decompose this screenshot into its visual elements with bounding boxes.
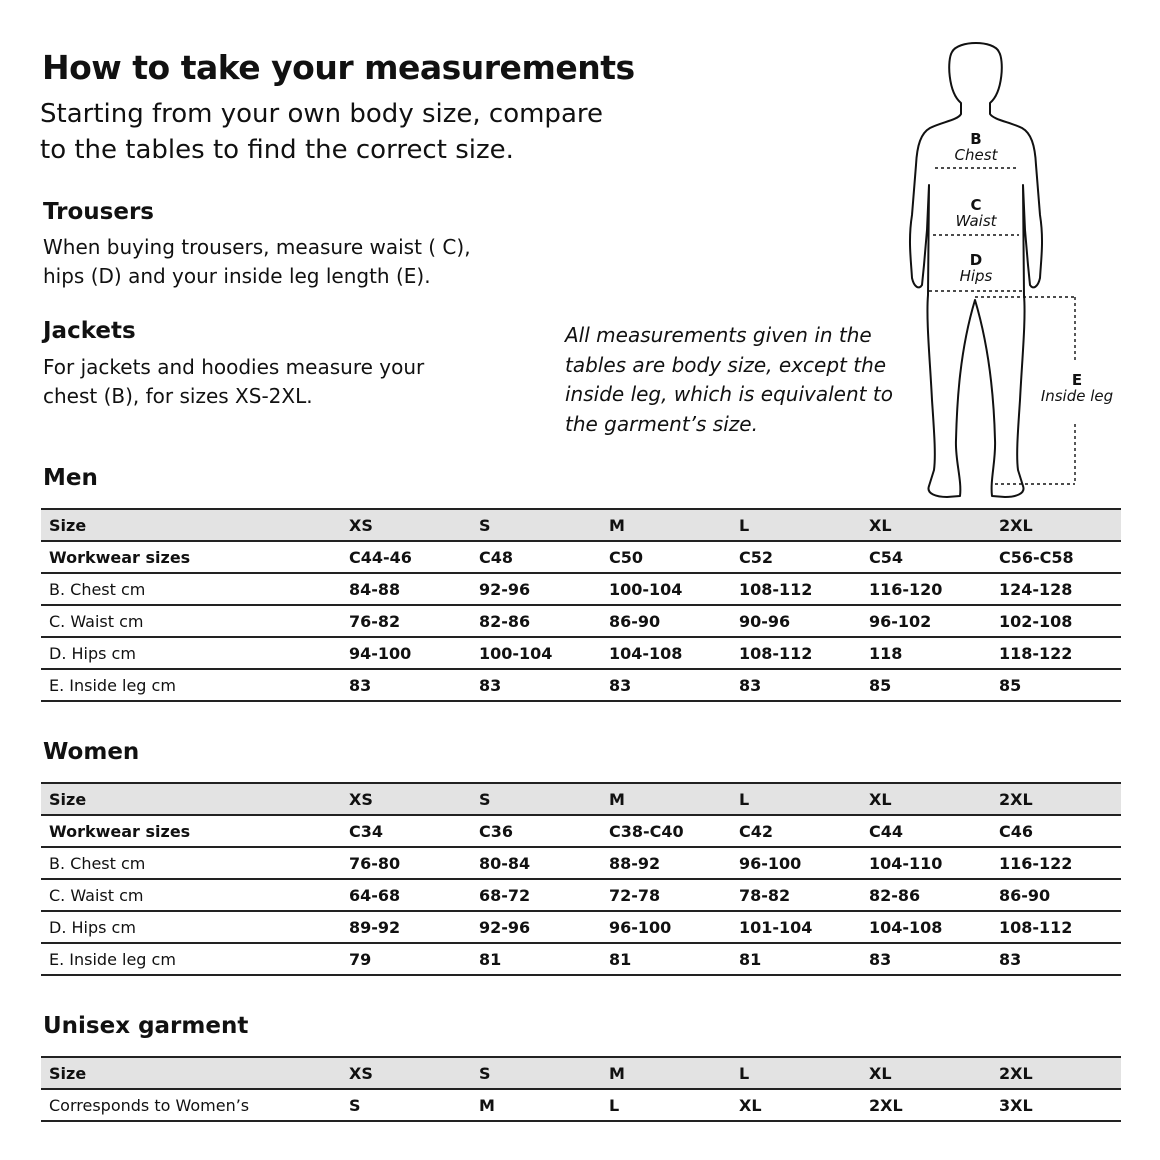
unisex-size-table: [41, 1056, 1121, 1122]
men-table-row: [41, 509, 1121, 541]
unisex-row-label: Size: [41, 1057, 341, 1089]
men-table-cell: 86-90: [601, 605, 731, 637]
women-table-cell: XS: [341, 783, 471, 815]
men-table-cell: 124-128: [991, 573, 1121, 605]
women-row-label: E. Inside leg cm: [41, 943, 341, 975]
men-table-cell: 118-122: [991, 637, 1121, 669]
men-row-label: D. Hips cm: [41, 637, 341, 669]
women-table-cell: 88-92: [601, 847, 731, 879]
note-line-1: All measurements given in the: [565, 323, 872, 347]
unisex-table-row: [41, 1057, 1121, 1089]
men-table-cell: 84-88: [341, 573, 471, 605]
women-table-cell: 81: [471, 943, 601, 975]
men-row-label: B. Chest cm: [41, 573, 341, 605]
unisex-table-body: [41, 1057, 1121, 1121]
women-table-cell: L: [731, 783, 861, 815]
women-table-cell: 76-80: [341, 847, 471, 879]
trousers-line-2: hips (D) and your inside leg length (E).: [43, 264, 431, 288]
women-table-row: [41, 783, 1121, 815]
unisex-table-cell: L: [601, 1089, 731, 1121]
men-table-cell: 83: [341, 669, 471, 701]
men-table-row: [41, 669, 1121, 701]
men-table-cell: 102-108: [991, 605, 1121, 637]
women-table-row: [41, 847, 1121, 879]
women-table-row: [41, 815, 1121, 847]
women-row-label: D. Hips cm: [41, 911, 341, 943]
jackets-heading: Jackets: [43, 318, 136, 344]
unisex-table-cell: XS: [341, 1057, 471, 1089]
men-table-cell: 96-102: [861, 605, 991, 637]
unisex-table-cell: XL: [731, 1089, 861, 1121]
men-table-cell: C50: [601, 541, 731, 573]
men-table-cell: C54: [861, 541, 991, 573]
men-table-cell: 83: [601, 669, 731, 701]
women-table-cell: 86-90: [991, 879, 1121, 911]
unisex-row-label: Corresponds to Women’s: [41, 1089, 341, 1121]
men-heading: Men: [43, 465, 98, 491]
label-hips-word: Hips: [959, 267, 993, 285]
men-table-cell: C48: [471, 541, 601, 573]
women-table-cell: 81: [731, 943, 861, 975]
unisex-table-cell: S: [341, 1089, 471, 1121]
unisex-heading: Unisex garment: [43, 1013, 249, 1039]
men-table-cell: 100-104: [471, 637, 601, 669]
women-table-cell: 96-100: [601, 911, 731, 943]
men-table-row: [41, 573, 1121, 605]
men-row-label: Size: [41, 509, 341, 541]
label-inside-leg-letter: E: [1071, 371, 1083, 389]
jackets-line-1: For jackets and hoodies measure your: [43, 355, 425, 379]
note-line-3: inside leg, which is equivalent to: [565, 382, 893, 406]
women-table-cell: 116-122: [991, 847, 1121, 879]
men-table-cell: 118: [861, 637, 991, 669]
measurement-note: [565, 321, 905, 439]
men-row-label: C. Waist cm: [41, 605, 341, 637]
label-inside-leg-word: Inside leg: [1040, 387, 1114, 405]
women-table-cell: C36: [471, 815, 601, 847]
men-table-row: [41, 605, 1121, 637]
men-table-cell: 94-100: [341, 637, 471, 669]
women-table-cell: 2XL: [991, 783, 1121, 815]
men-table-cell: C52: [731, 541, 861, 573]
women-table-cell: 81: [601, 943, 731, 975]
women-table-cell: XL: [861, 783, 991, 815]
unisex-table-cell: 2XL: [861, 1089, 991, 1121]
women-table-cell: 108-112: [991, 911, 1121, 943]
women-table-cell: C34: [341, 815, 471, 847]
unisex-table-cell: 3XL: [991, 1089, 1121, 1121]
women-table-cell: M: [601, 783, 731, 815]
women-table-cell: 83: [861, 943, 991, 975]
unisex-table-cell: M: [471, 1089, 601, 1121]
label-waist: [940, 197, 1012, 229]
men-table-row: [41, 541, 1121, 573]
label-waist-word: Waist: [955, 212, 997, 230]
men-table-cell: 108-112: [731, 637, 861, 669]
unisex-table-cell: S: [471, 1057, 601, 1089]
men-table-cell: 90-96: [731, 605, 861, 637]
note-line-4: the garment’s size.: [565, 411, 758, 436]
women-table-cell: C42: [731, 815, 861, 847]
women-table-row: [41, 879, 1121, 911]
women-size-table: [41, 782, 1121, 976]
men-table-cell: 85: [991, 669, 1121, 701]
intro-line-1: Starting from your own body size, compare: [40, 99, 603, 129]
women-table-cell: 89-92: [341, 911, 471, 943]
page-title: How to take your measurements: [42, 48, 635, 87]
women-table-cell: 78-82: [731, 879, 861, 911]
men-size-table: [41, 508, 1121, 702]
women-table-cell: C38-C40: [601, 815, 731, 847]
unisex-table-cell: M: [601, 1057, 731, 1089]
women-table-cell: 82-86: [861, 879, 991, 911]
body-figure-illustration: [890, 36, 1150, 506]
label-hips: [940, 252, 1012, 284]
unisex-table-row: [41, 1089, 1121, 1121]
men-table-cell: 82-86: [471, 605, 601, 637]
men-table-cell: 116-120: [861, 573, 991, 605]
women-table-cell: 83: [991, 943, 1121, 975]
intro-line-2: to the tables to find the correct size.: [40, 135, 514, 165]
intro-text: [40, 96, 640, 168]
women-table-cell: 79: [341, 943, 471, 975]
label-inside-leg: [1032, 372, 1122, 404]
women-table-cell: C46: [991, 815, 1121, 847]
women-table-row: [41, 911, 1121, 943]
jackets-line-2: chest (B), for sizes XS-2XL.: [43, 384, 313, 408]
trousers-text: [43, 233, 523, 291]
women-table-cell: 96-100: [731, 847, 861, 879]
men-table-cell: 108-112: [731, 573, 861, 605]
men-row-label: E. Inside leg cm: [41, 669, 341, 701]
jackets-text: [43, 353, 523, 411]
men-table-cell: 83: [471, 669, 601, 701]
women-table-cell: 92-96: [471, 911, 601, 943]
men-table-cell: 83: [731, 669, 861, 701]
men-table-cell: L: [731, 509, 861, 541]
women-table-cell: C44: [861, 815, 991, 847]
women-table-cell: 101-104: [731, 911, 861, 943]
men-table-cell: 92-96: [471, 573, 601, 605]
women-table-row: [41, 943, 1121, 975]
men-table-cell: 2XL: [991, 509, 1121, 541]
men-table-cell: S: [471, 509, 601, 541]
women-table-cell: 72-78: [601, 879, 731, 911]
label-chest-letter: B: [970, 130, 982, 148]
men-table-body: [41, 509, 1121, 701]
women-table-cell: S: [471, 783, 601, 815]
women-heading: Women: [43, 739, 140, 765]
men-table-cell: C56-C58: [991, 541, 1121, 573]
women-table-body: [41, 783, 1121, 975]
unisex-table-cell: XL: [861, 1057, 991, 1089]
trousers-heading: Trousers: [43, 199, 155, 225]
label-hips-letter: D: [969, 251, 983, 269]
women-row-label: Size: [41, 783, 341, 815]
men-table-cell: M: [601, 509, 731, 541]
women-row-label: B. Chest cm: [41, 847, 341, 879]
trousers-line-1: When buying trousers, measure waist ( C),: [43, 235, 471, 259]
men-table-cell: 85: [861, 669, 991, 701]
women-row-label: C. Waist cm: [41, 879, 341, 911]
label-chest-word: Chest: [954, 146, 998, 164]
men-row-label: Workwear sizes: [41, 541, 341, 573]
women-table-cell: 80-84: [471, 847, 601, 879]
women-row-label: Workwear sizes: [41, 815, 341, 847]
men-table-row: [41, 637, 1121, 669]
unisex-table-cell: L: [731, 1057, 861, 1089]
men-table-cell: 100-104: [601, 573, 731, 605]
women-table-cell: 104-110: [861, 847, 991, 879]
men-table-cell: XL: [861, 509, 991, 541]
women-table-cell: 64-68: [341, 879, 471, 911]
men-table-cell: C44-46: [341, 541, 471, 573]
label-waist-letter: C: [970, 196, 982, 214]
unisex-table-cell: 2XL: [991, 1057, 1121, 1089]
men-table-cell: 104-108: [601, 637, 731, 669]
note-line-2: tables are body size, except the: [565, 352, 887, 377]
men-table-cell: 76-82: [341, 605, 471, 637]
men-table-cell: XS: [341, 509, 471, 541]
label-chest: [940, 131, 1012, 163]
women-table-cell: 68-72: [471, 879, 601, 911]
women-table-cell: 104-108: [861, 911, 991, 943]
